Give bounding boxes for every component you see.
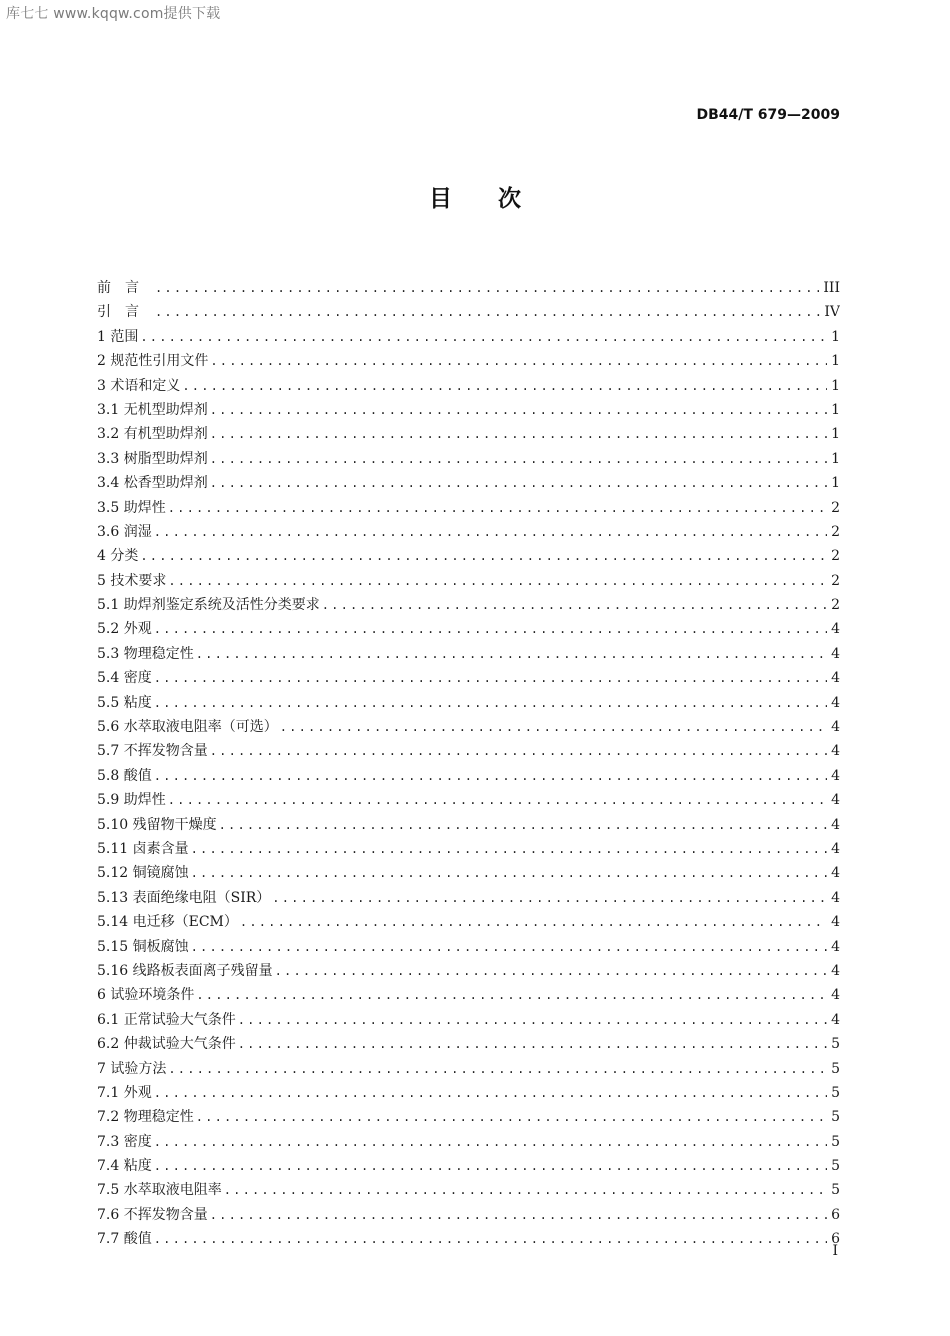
toc-entry-label: 7.5 水萃取液电阻率 — [97, 1182, 222, 1199]
toc-entry-label: 5.1 助焊剂鉴定系统及活性分类要求 — [97, 597, 320, 614]
toc-entry-label: 5.10 残留物干燥度 — [97, 816, 217, 833]
toc-entry[interactable] — [97, 1178, 840, 1202]
toc-entry-page: 6 — [831, 1231, 840, 1248]
toc-entry-label: 2 规范性引用文件 — [97, 353, 209, 370]
toc-entry[interactable] — [97, 837, 840, 861]
toc-entry-label: 3.6 润湿 — [97, 523, 152, 540]
toc-entry-page: 1 — [831, 401, 840, 418]
toc-leader-dots — [210, 1203, 827, 1227]
toc-leader-dots — [196, 642, 827, 666]
toc-leader-dots — [154, 691, 827, 715]
toc-leader-dots — [210, 422, 827, 446]
toc-entry-page: 5 — [831, 1036, 840, 1053]
toc-entry-label: 6.1 正常试验大气条件 — [97, 1011, 236, 1028]
toc-leader-dots — [154, 617, 827, 641]
toc-entry-label: 3 术语和定义 — [97, 377, 181, 394]
toc-entry[interactable] — [97, 1227, 840, 1251]
toc-leader-dots — [140, 544, 827, 568]
toc-leader-dots — [168, 788, 827, 812]
toc-leader-dots — [191, 861, 827, 885]
toc-entry-page: 4 — [831, 938, 840, 955]
toc-entry[interactable] — [97, 300, 840, 324]
toc-entry-page: 4 — [831, 962, 840, 979]
toc-entry-label: 3.3 树脂型助焊剂 — [97, 450, 208, 467]
toc-entry[interactable] — [97, 447, 840, 471]
toc-leader-dots — [196, 1105, 827, 1129]
toc-entry-label: 7.2 物理稳定性 — [97, 1109, 194, 1126]
toc-entry[interactable] — [97, 276, 840, 300]
toc-leader-dots — [210, 398, 827, 422]
toc-entry[interactable] — [97, 1130, 840, 1154]
toc-entry-page: 1 — [831, 426, 840, 443]
page-number: I — [832, 1243, 838, 1259]
toc-entry-page: 5 — [831, 1109, 840, 1126]
toc-entry[interactable] — [97, 935, 840, 959]
toc-leader-dots — [154, 1130, 827, 1154]
toc-entry-label: 引言 — [97, 304, 153, 321]
toc-entry-page: III — [823, 280, 840, 296]
toc-leader-dots — [155, 300, 820, 324]
toc-entry[interactable] — [97, 959, 840, 983]
toc-entry[interactable] — [97, 1081, 840, 1105]
toc-entry[interactable] — [97, 471, 840, 495]
toc-entry-label: 7 试验方法 — [97, 1060, 167, 1077]
toc-entry-label: 7.3 密度 — [97, 1133, 152, 1150]
toc-entry-label: 5.7 不挥发物含量 — [97, 743, 208, 760]
toc-entry-label: 5.6 水萃取液电阻率（可选） — [97, 719, 278, 736]
toc-entry-label: 6 试验环境条件 — [97, 987, 195, 1004]
toc-entry-page: 5 — [831, 1182, 840, 1199]
toc-entry-label: 3.4 松香型助焊剂 — [97, 475, 208, 492]
toc-entry-label: 5.4 密度 — [97, 670, 152, 687]
toc-leader-dots — [238, 1032, 827, 1056]
toc-entry-page: 5 — [831, 1133, 840, 1150]
toc-entry-label: 3.1 无机型助焊剂 — [97, 401, 208, 418]
toc-entry[interactable] — [97, 691, 840, 715]
toc-entry-page: 4 — [831, 840, 840, 857]
toc-leader-dots — [154, 764, 827, 788]
toc-leader-dots — [168, 496, 827, 520]
toc-entry-label: 5.11 卤素含量 — [97, 840, 189, 857]
toc-entry-page: 1 — [831, 450, 840, 467]
toc-entry-page: 6 — [831, 1206, 840, 1223]
toc-entry[interactable] — [97, 983, 840, 1007]
toc-leader-dots — [210, 739, 827, 763]
toc-entry-page: 1 — [831, 328, 840, 345]
toc-entry-page: 2 — [831, 597, 840, 614]
toc-entry-label: 7.6 不挥发物含量 — [97, 1206, 208, 1223]
toc-leader-dots — [154, 1227, 827, 1251]
toc-entry[interactable] — [97, 617, 840, 641]
toc-entry[interactable] — [97, 813, 840, 837]
toc-entry-page: 5 — [831, 1060, 840, 1077]
toc-leader-dots — [280, 715, 827, 739]
toc-entry-page: 1 — [831, 377, 840, 394]
standard-code: DB44/T 679—2009 — [696, 107, 840, 123]
toc-entry-page: 2 — [831, 548, 840, 565]
toc-entry[interactable] — [97, 861, 840, 885]
toc-entry[interactable] — [97, 496, 840, 520]
toc-entry[interactable] — [97, 349, 840, 373]
toc-entry[interactable] — [97, 788, 840, 812]
toc-entry[interactable] — [97, 544, 840, 568]
toc-entry-page: 4 — [831, 645, 840, 662]
toc-entry-label: 5.5 粘度 — [97, 694, 152, 711]
toc-leader-dots — [168, 1057, 827, 1081]
toc-leader-dots — [275, 959, 827, 983]
toc-entry[interactable] — [97, 1032, 840, 1056]
toc-entry-label: 1 范围 — [97, 328, 139, 345]
toc-leader-dots — [219, 813, 827, 837]
toc-leader-dots — [168, 569, 827, 593]
toc-entry-page: 4 — [831, 719, 840, 736]
toc-entry[interactable] — [97, 739, 840, 763]
toc-entry-page: 4 — [831, 621, 840, 638]
toc-entry-page: 2 — [831, 499, 840, 516]
toc-entry-page: 4 — [831, 767, 840, 784]
toc-entry-label: 4 分类 — [97, 548, 139, 565]
toc-entry-page: 4 — [831, 1011, 840, 1028]
toc-entry-label: 5 技术要求 — [97, 572, 167, 589]
watermark-text: 库七七 www.kqqw.com提供下载 — [6, 6, 221, 22]
table-of-contents — [97, 276, 840, 1252]
toc-entry-page: IV — [824, 304, 840, 321]
toc-entry[interactable] — [97, 764, 840, 788]
toc-entry-label: 6.2 仲裁试验大气条件 — [97, 1036, 236, 1053]
toc-entry-page: 4 — [831, 987, 840, 1004]
toc-entry-page: 1 — [831, 475, 840, 492]
toc-entry-label: 5.13 表面绝缘电阻（SIR） — [97, 889, 271, 906]
toc-entry-page: 4 — [831, 694, 840, 711]
toc-entry[interactable] — [97, 374, 840, 398]
toc-entry-label: 7.7 酸值 — [97, 1231, 152, 1248]
toc-entry-page: 4 — [831, 670, 840, 687]
toc-entry-page: 4 — [831, 865, 840, 882]
toc-leader-dots — [210, 447, 827, 471]
toc-entry-page: 4 — [831, 889, 840, 906]
toc-entry[interactable] — [97, 1154, 840, 1178]
toc-entry-page: 4 — [831, 792, 840, 809]
toc-entry-page: 2 — [831, 572, 840, 589]
toc-entry-page: 4 — [831, 914, 840, 931]
toc-entry-page: 1 — [831, 353, 840, 370]
page-title: 目次 — [429, 186, 567, 212]
toc-leader-dots — [154, 1081, 827, 1105]
toc-leader-dots — [191, 837, 827, 861]
toc-entry[interactable] — [97, 422, 840, 446]
toc-leader-dots — [238, 1008, 827, 1032]
toc-leader-dots — [140, 325, 827, 349]
toc-entry[interactable] — [97, 910, 840, 934]
toc-entry-label: 5.3 物理稳定性 — [97, 645, 194, 662]
toc-leader-dots — [182, 374, 827, 398]
toc-entry-label: 5.8 酸值 — [97, 767, 152, 784]
toc-entry-label: 5.12 铜镜腐蚀 — [97, 865, 189, 882]
toc-entry-label: 5.16 线路板表面离子残留量 — [97, 962, 273, 979]
toc-entry-label: 5.2 外观 — [97, 621, 152, 638]
toc-entry-page: 5 — [831, 1084, 840, 1101]
toc-leader-dots — [272, 886, 827, 910]
toc-entry[interactable] — [97, 1105, 840, 1129]
toc-entry-label: 7.4 粘度 — [97, 1158, 152, 1175]
toc-entry-label: 3.2 有机型助焊剂 — [97, 426, 208, 443]
toc-entry-label: 5.9 助焊性 — [97, 792, 166, 809]
toc-entry[interactable] — [97, 593, 840, 617]
toc-entry-label: 5.14 电迁移（ECM） — [97, 914, 238, 931]
toc-entry[interactable] — [97, 1008, 840, 1032]
toc-entry-page: 5 — [831, 1158, 840, 1175]
toc-entry[interactable] — [97, 642, 840, 666]
toc-leader-dots — [155, 276, 819, 300]
toc-entry[interactable] — [97, 398, 840, 422]
toc-leader-dots — [196, 983, 827, 1007]
toc-entry[interactable] — [97, 666, 840, 690]
toc-leader-dots — [154, 666, 827, 690]
toc-leader-dots — [224, 1178, 827, 1202]
toc-entry[interactable] — [97, 569, 840, 593]
toc-leader-dots — [240, 910, 827, 934]
toc-leader-dots — [154, 520, 827, 544]
toc-entry[interactable] — [97, 886, 840, 910]
toc-leader-dots — [210, 471, 827, 495]
toc-entry-label: 3.5 助焊性 — [97, 499, 166, 516]
toc-entry[interactable] — [97, 325, 840, 349]
toc-leader-dots — [210, 349, 827, 373]
toc-entry-label: 5.15 铜板腐蚀 — [97, 938, 189, 955]
toc-entry-label: 前言 — [97, 280, 153, 296]
toc-entry-page: 2 — [831, 523, 840, 540]
toc-entry[interactable] — [97, 1203, 840, 1227]
toc-entry-page: 4 — [831, 743, 840, 760]
toc-entry[interactable] — [97, 1057, 840, 1081]
toc-leader-dots — [322, 593, 827, 617]
toc-entry[interactable] — [97, 520, 840, 544]
toc-entry-page: 4 — [831, 816, 840, 833]
toc-entry[interactable] — [97, 715, 840, 739]
toc-leader-dots — [154, 1154, 827, 1178]
toc-entry-label: 7.1 外观 — [97, 1084, 152, 1101]
toc-leader-dots — [191, 935, 827, 959]
